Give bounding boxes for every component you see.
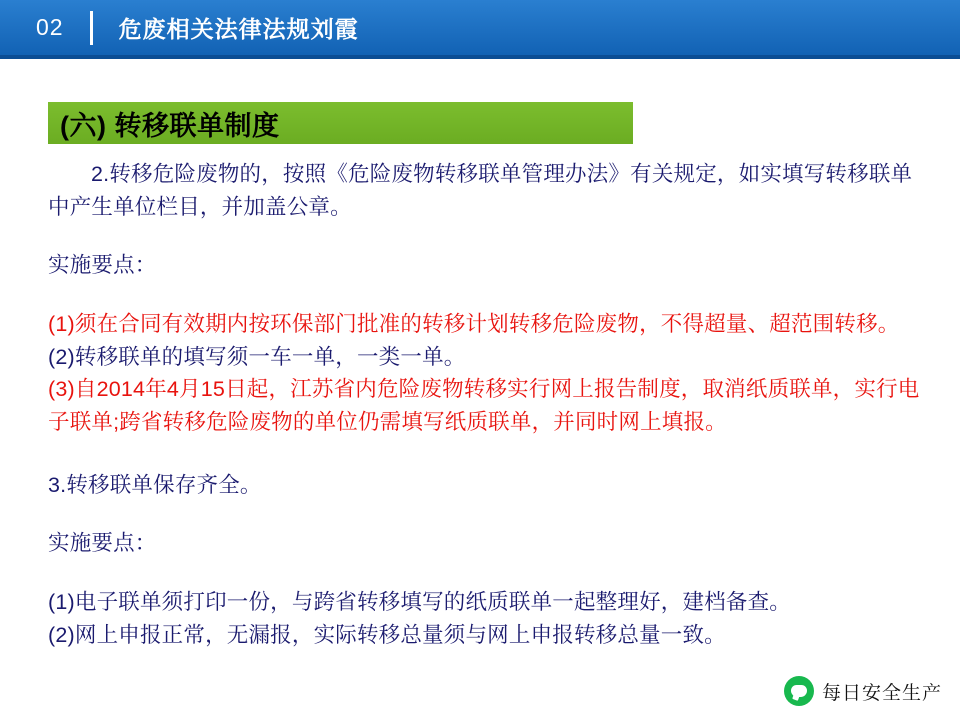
wechat-icon (784, 676, 814, 706)
footer-logo-label: 每日安全生产 (821, 682, 942, 704)
keypoints-label-2: 实施要点： (48, 531, 157, 556)
spacer (48, 439, 928, 469)
list-item-3: (3)自2014年4月15日起，江苏省内危险废物转移实行网上报告制度，取消纸质联单，实行电子联单;跨省转移危险废物的单位仍需填写纸质联单，并同时网上填报。 (48, 377, 920, 435)
header-divider (90, 11, 93, 45)
header-underline (0, 55, 960, 59)
spacer (48, 282, 928, 308)
list-item-1: (1)须在合同有效期内按环保部门批准的转移计划转移危险废物，不得超量、超范围转移。 (48, 312, 900, 337)
section-title-banner (48, 102, 633, 144)
spacer (48, 501, 928, 527)
section-title: (六) 转移联单制度 (60, 110, 280, 141)
list-item-2: (2)转移联单的填写须一车一单，一类一单。 (48, 344, 466, 369)
keypoints-label-1: 实施要点： (48, 253, 157, 278)
slide-body (48, 158, 928, 651)
slide-header (0, 0, 960, 55)
paragraph-2: 2.转移危险废物的，按照《危险废物转移联单管理办法》有关规定，如实填写转移联单中产生单位栏目，并加盖公章。 (48, 162, 913, 219)
slide-number: 02 (36, 14, 64, 40)
footer-logo (784, 676, 942, 706)
spacer (48, 560, 928, 586)
list-item-4: (1)电子联单须打印一份，与跨省转移填写的纸质联单一起整理好，建档备查。 (48, 590, 791, 615)
list-item-5: (2)网上申报正常，无漏报，实际转移总量须与网上申报转移总量一致。 (48, 622, 726, 647)
spacer (48, 223, 928, 249)
paragraph-3: 3.转移联单保存齐全。 (48, 472, 262, 497)
page-title: 危废相关法律法规刘霞 (118, 16, 359, 42)
